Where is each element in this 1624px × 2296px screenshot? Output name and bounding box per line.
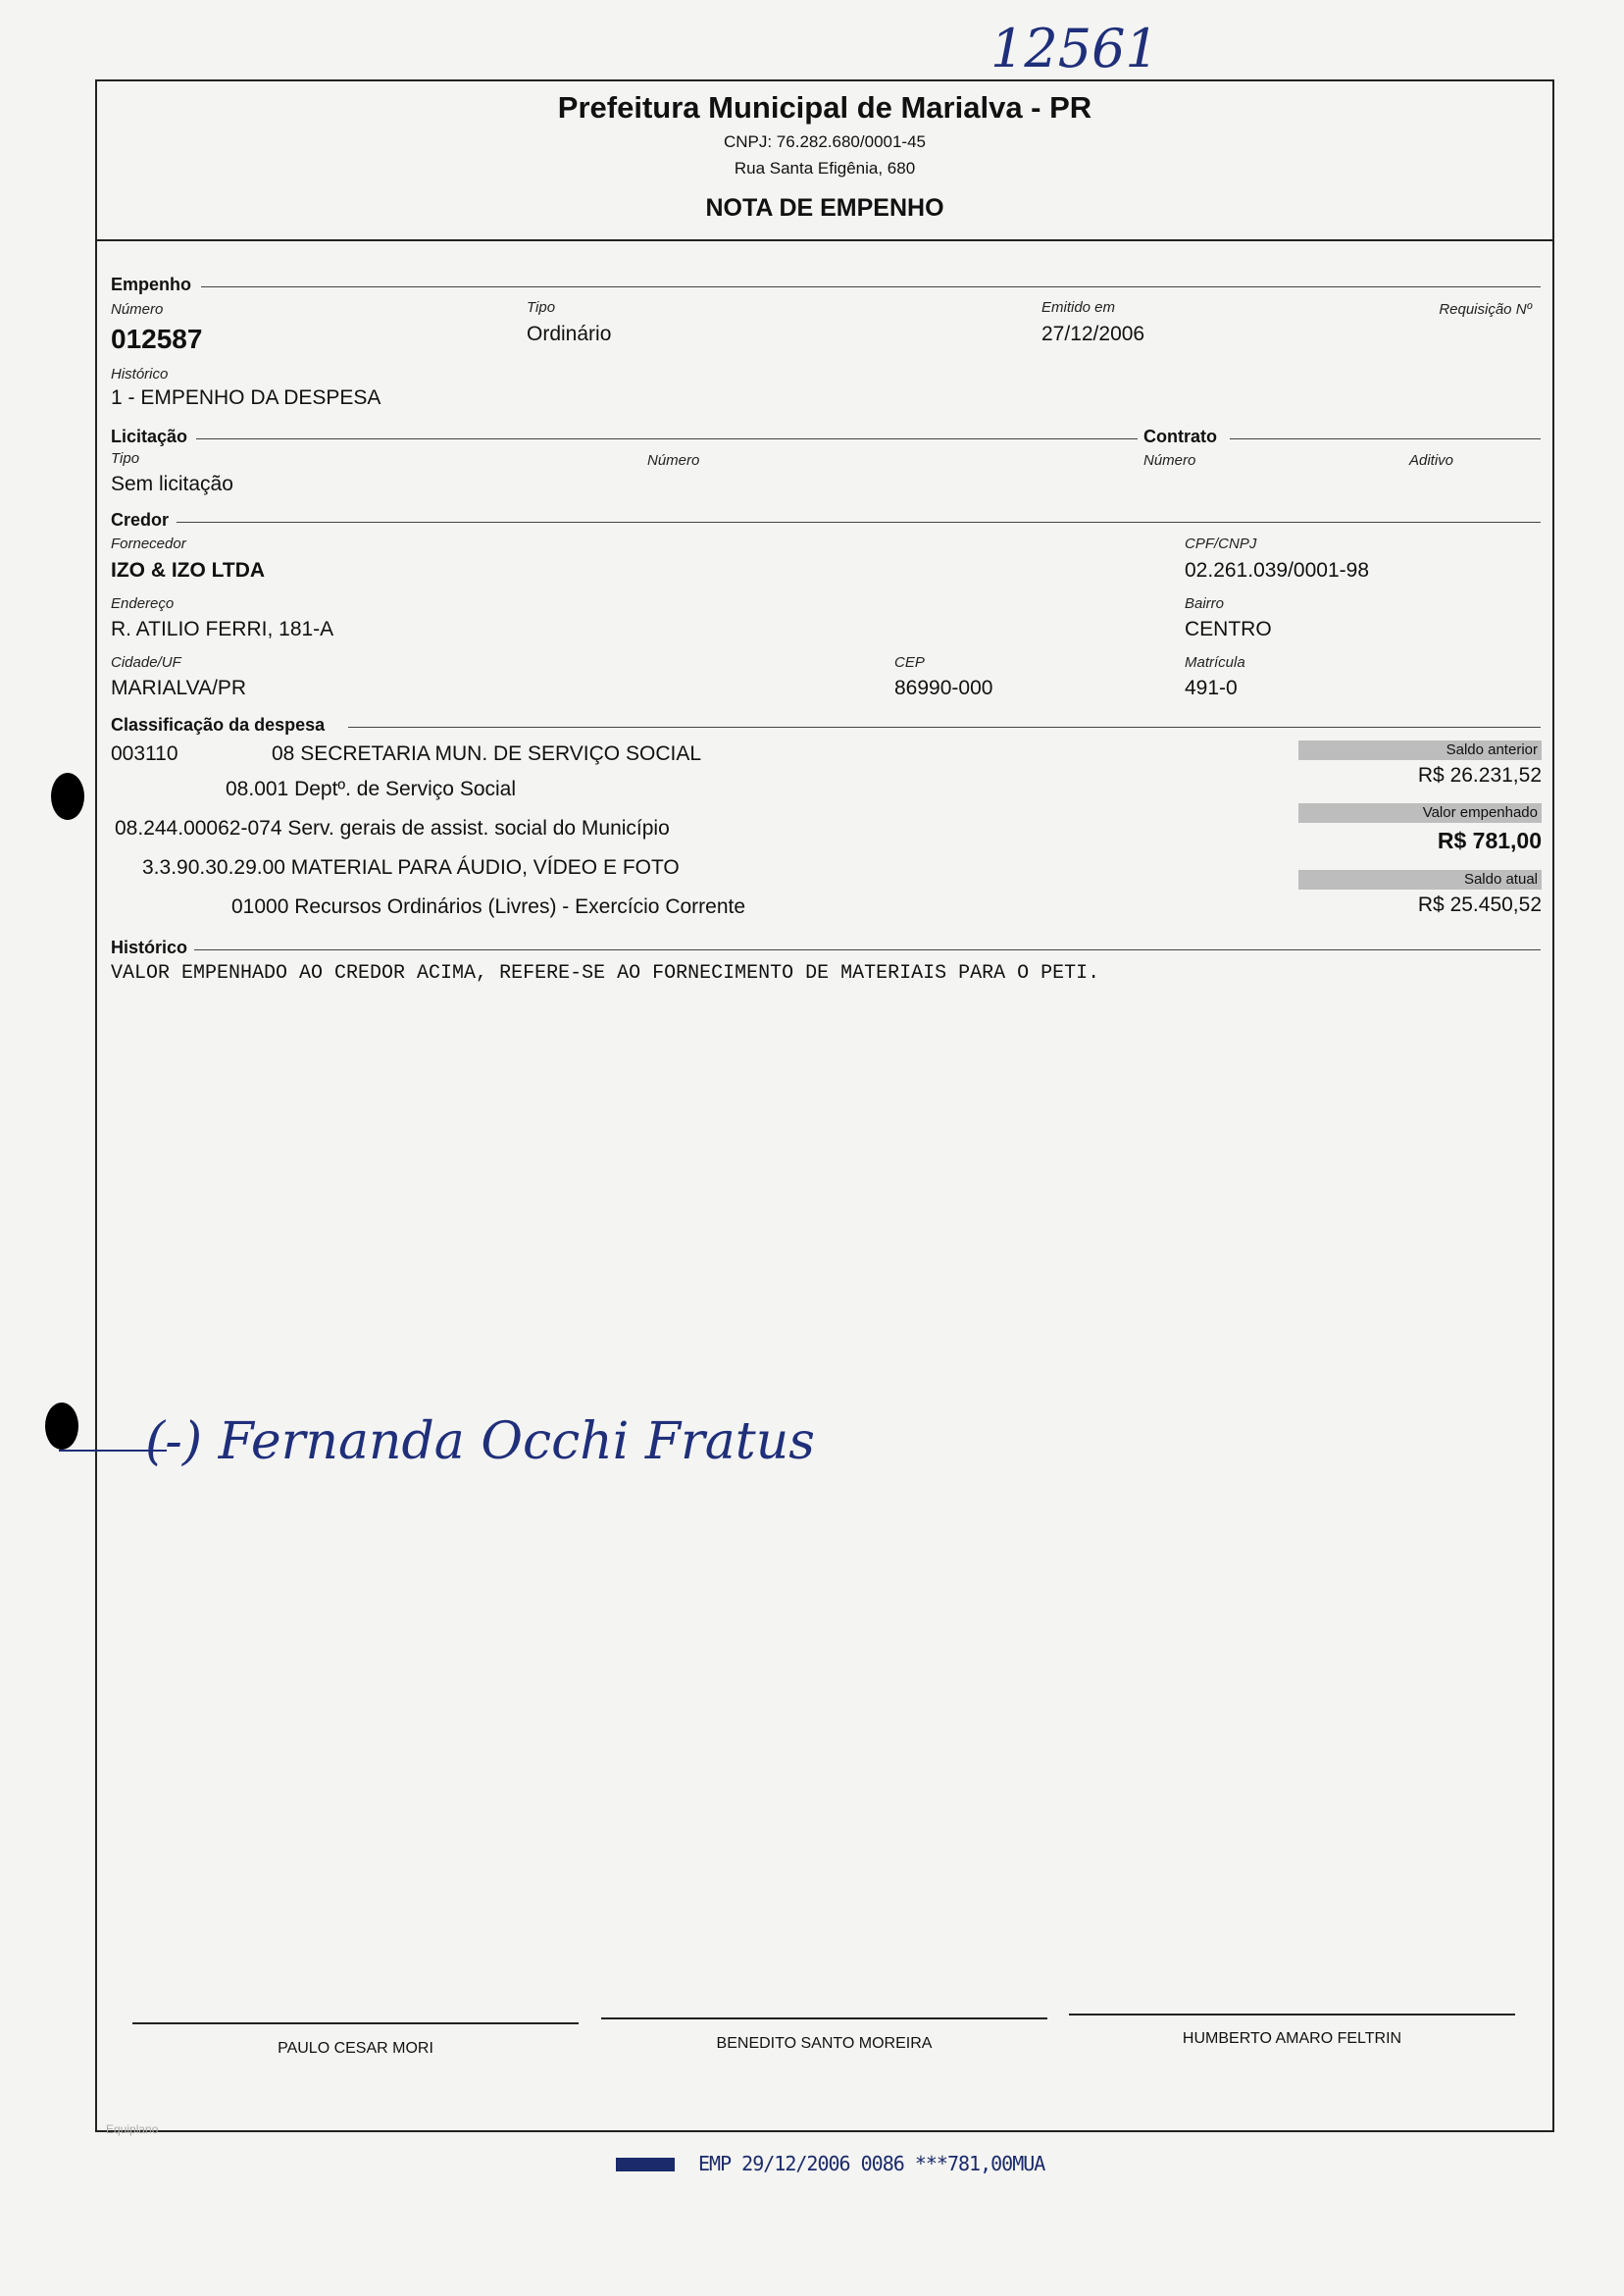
licitacao-numero-label: Número: [647, 452, 700, 469]
signature-line: [1069, 2014, 1515, 2015]
historico-label: Histórico: [111, 366, 169, 383]
empenho-numero: 012587: [111, 324, 203, 354]
section-rule: [177, 522, 1541, 523]
historico-text: VALOR EMPENHADO AO CREDOR ACIMA, REFERE-SE AO FORNECIMENTO DE MATERIAIS PARA O PETI.: [111, 962, 1100, 985]
saldo-anterior-label: Saldo anterior: [1298, 740, 1542, 760]
licitacao-tipo-label: Tipo: [111, 450, 140, 467]
section-contrato: Contrato: [1143, 427, 1217, 446]
credor-endereco: R. ATILIO FERRI, 181-A: [111, 618, 334, 640]
punch-hole-bottom: [45, 1403, 78, 1450]
classificacao-elemento: 3.3.90.30.29.00 MATERIAL PARA ÁUDIO, VÍDEO E FOTO: [142, 856, 680, 879]
header-divider: [95, 239, 1554, 241]
doc-title: NOTA DE EMPENHO: [705, 194, 944, 222]
numero-label: Número: [111, 301, 164, 318]
signature-name-2: BENEDITO SANTO MOREIRA: [716, 2035, 933, 2052]
emitido-label: Emitido em: [1041, 299, 1116, 316]
classificacao-unidade: 08.001 Deptº. de Serviço Social: [226, 778, 517, 800]
section-empenho: Empenho: [111, 275, 192, 294]
saldo-atual-label: Saldo atual: [1298, 870, 1542, 890]
footer-small-text: Equiplano: [106, 2122, 159, 2136]
fornecedor-label: Fornecedor: [111, 536, 186, 552]
empenho-historico: 1 - EMPENHO DA DESPESA: [111, 386, 381, 409]
page-title: Prefeitura Municipal de Marialva - PR: [557, 90, 1092, 125]
credor-cep: 86990-000: [894, 677, 993, 699]
cidade-label: Cidade/UF: [111, 654, 181, 671]
handwritten-stamp-number: 12561: [990, 18, 1159, 79]
section-rule: [194, 949, 1541, 950]
credor-fornecedor: IZO & IZO LTDA: [111, 559, 266, 582]
saldo-atual-value: R$ 25.450,52: [1417, 893, 1542, 916]
stamp-logo-icon: [616, 2158, 675, 2171]
requisicao-label: Requisição Nº: [1439, 301, 1532, 318]
header-address: Rua Santa Efigênia, 680: [734, 159, 916, 178]
classificacao-orgao: 08 SECRETARIA MUN. DE SERVIÇO SOCIAL: [272, 742, 702, 765]
licitacao-tipo: Sem licitação: [111, 473, 233, 495]
section-rule: [348, 727, 1541, 728]
section-rule: [201, 286, 1541, 287]
header-cnpj: CNPJ: 76.282.680/0001-45: [723, 132, 927, 151]
section-rule: [1230, 438, 1541, 439]
signature-name-1: PAULO CESAR MORI: [278, 2040, 433, 2057]
section-classificacao: Classificação da despesa: [111, 715, 326, 735]
bairro-label: Bairro: [1185, 595, 1225, 612]
cpf-label: CPF/CNPJ: [1185, 536, 1257, 552]
empenho-emitido: 27/12/2006: [1041, 323, 1145, 345]
classificacao-funcional: 08.244.00062-074 Serv. gerais de assist. social do Município: [115, 817, 670, 840]
signature-line: [132, 2022, 579, 2024]
classificacao-codigo: 003110: [111, 742, 178, 765]
credor-cidade: MARIALVA/PR: [111, 677, 247, 699]
tipo-label: Tipo: [527, 299, 556, 316]
contrato-aditivo-label: Aditivo: [1409, 452, 1454, 469]
section-credor: Credor: [111, 510, 170, 530]
signature-line: [601, 2017, 1047, 2019]
valor-empenhado-value: R$ 781,00: [1437, 828, 1542, 853]
section-rule: [196, 438, 1138, 439]
contrato-numero-label: Número: [1143, 452, 1196, 469]
signature-name-3: HUMBERTO AMARO FELTRIN: [1182, 2030, 1402, 2047]
cep-label: CEP: [894, 654, 925, 671]
bottom-stamp: EMP 29/12/2006 0086 ***781,00MUA: [698, 2152, 1045, 2175]
valor-empenhado-label: Valor empenhado: [1298, 803, 1542, 823]
credor-matricula: 491-0: [1185, 677, 1238, 699]
endereco-label: Endereço: [111, 595, 175, 612]
credor-cpf: 02.261.039/0001-98: [1185, 559, 1370, 582]
credor-bairro: CENTRO: [1185, 618, 1272, 640]
section-historico: Histórico: [111, 938, 188, 957]
empenho-tipo: Ordinário: [527, 323, 612, 345]
section-licitacao: Licitação: [111, 427, 188, 446]
matricula-label: Matrícula: [1185, 654, 1245, 671]
classificacao-recurso: 01000 Recursos Ordinários (Livres) - Exercício Corrente: [231, 895, 746, 918]
punch-hole-top: [51, 773, 84, 820]
handwritten-note: (-) Fernanda Occhi Fratus: [145, 1412, 815, 1471]
saldo-anterior-value: R$ 26.231,52: [1417, 764, 1542, 787]
